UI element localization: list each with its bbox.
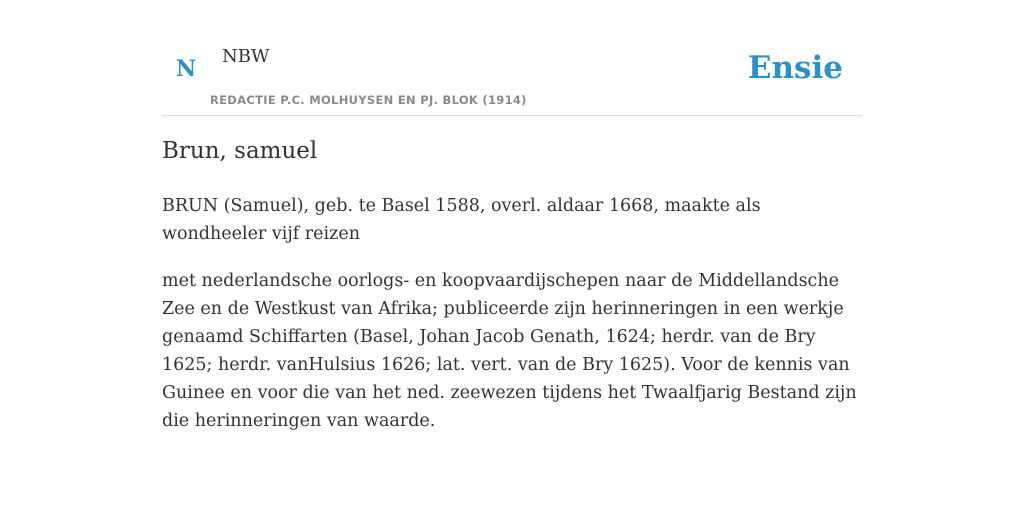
entry-paragraph: met nederlandsche oorlogs- en koopvaardijschepen naar de Middellandsche Zee en de Westkust van Afrika; publiceerde zijn herinneringen in een werkje genaamd Schiffarten (Basel, Johan Jacob Genath, 1624; herdr. van de Bry 1625; herdr. vanHulsius 1626; lat. vert. van de Bry 1625). Voor de kennis van Guinee en voor die van het ned. zeewezen tijdens het Twaalfjarig Bestand zijn die herinneringen van waarde. (162, 271, 857, 431)
ensie-logo[interactable]: Ensie (747, 50, 843, 86)
source-title[interactable]: NBW (222, 46, 270, 67)
source-header (162, 0, 862, 116)
entry-title: Brun, samuel (162, 138, 318, 164)
source-subtitle: REDACTIE P.C. MOLHUYSEN EN PJ. BLOK (1914) (210, 93, 527, 107)
entry-page (162, 0, 862, 431)
entry-paragraph: BRUN (Samuel), geb. te Basel 1588, overl. aldaar 1668, maakte als wondheeler vijf reizen (162, 196, 761, 244)
source-badge[interactable]: N (176, 56, 197, 82)
